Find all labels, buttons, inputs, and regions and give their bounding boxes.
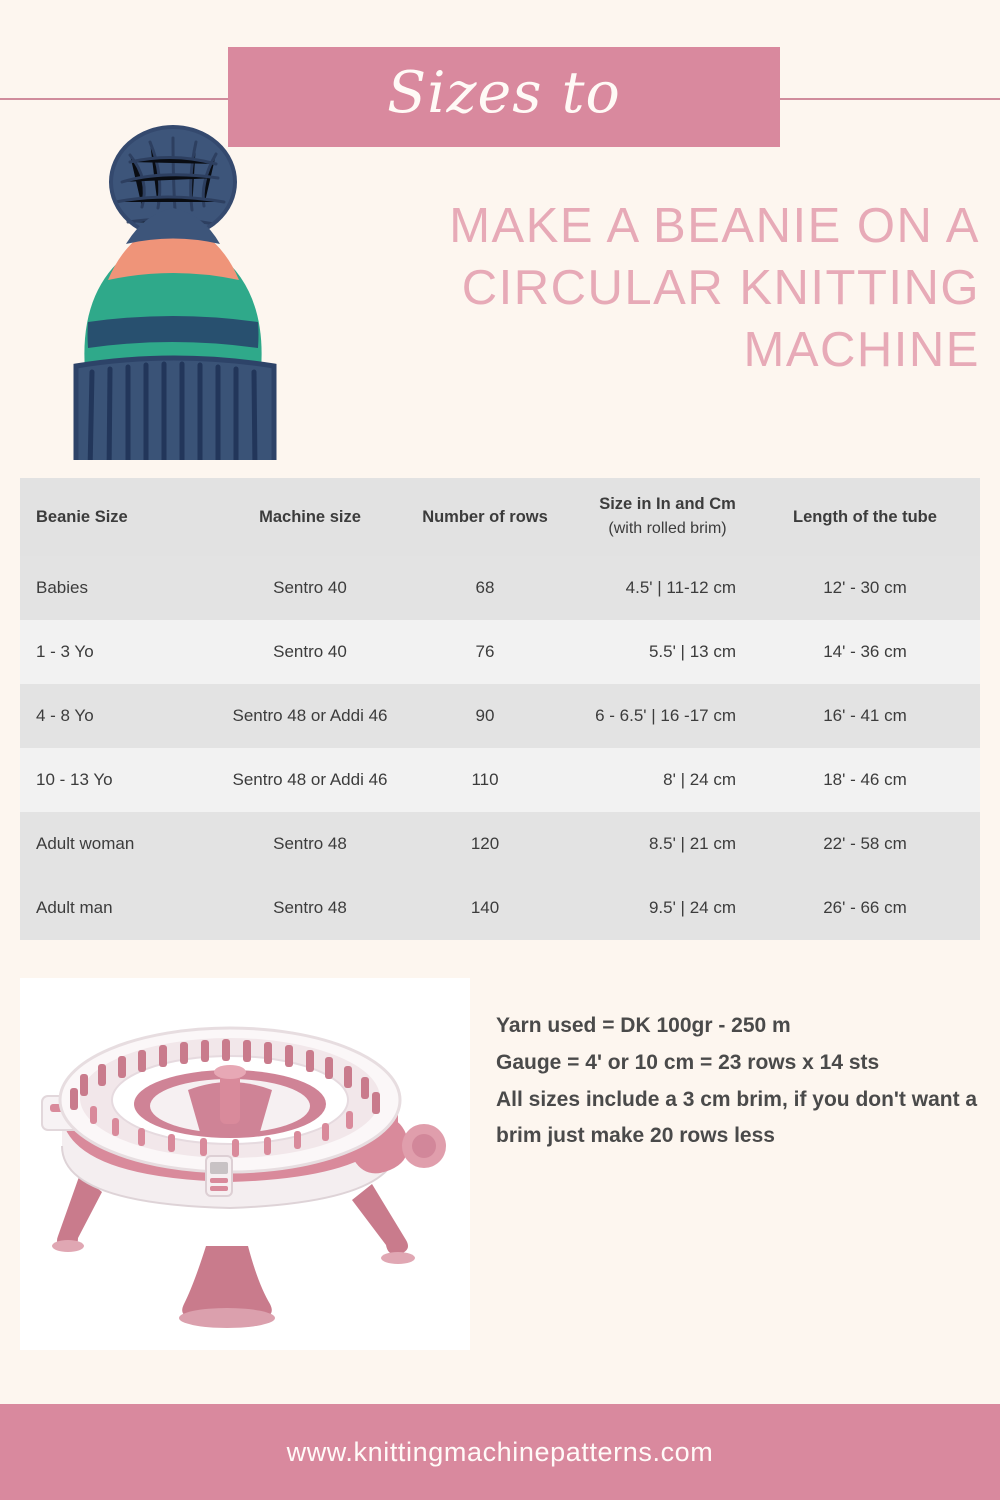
cell-machine-size: Sentro 48 or Addi 46 <box>232 770 388 789</box>
cell-machine-size: Sentro 40 <box>273 642 347 661</box>
cell-number-of-rows: 140 <box>470 898 500 917</box>
cell-size-measure: 4.5' | 11-12 cm <box>625 578 736 597</box>
cell-machine-size: Sentro 40 <box>273 578 347 597</box>
cell-tube-length: 16' - 41 cm <box>823 706 907 725</box>
table-row <box>20 556 980 620</box>
cell-machine-size: Sentro 48 or Addi 46 <box>232 706 388 725</box>
cell-beanie-size: 10 - 13 Yo <box>36 770 113 789</box>
page-title: MAKE A BEANIE ON A CIRCULAR KNITTING MACHINE <box>449 199 980 378</box>
cell-tube-length: 26' - 66 cm <box>823 898 907 917</box>
column-header-length-of-tube: Length of the tube <box>793 507 937 526</box>
pattern-notes <box>496 1008 986 1155</box>
cell-tube-length: 14' - 36 cm <box>823 642 907 661</box>
cell-machine-size: Sentro 48 <box>273 898 347 917</box>
cell-beanie-size: Adult woman <box>36 834 135 853</box>
column-header-size-in-cm-main: Size in In and Cm <box>599 495 736 514</box>
knitting-machine-photo <box>20 978 470 1350</box>
cell-number-of-rows: 68 <box>475 578 495 597</box>
footer-bar <box>0 1404 1000 1500</box>
note-yarn-used: Yarn used = DK 100gr - 250 m <box>496 1014 791 1037</box>
note-brim: All sizes include a 3 cm brim, if you don't want a brim just make 20 rows less <box>496 1087 978 1148</box>
column-header-size-in-cm-sub: (with rolled brim) <box>608 520 727 538</box>
column-header-beanie-size: Beanie Size <box>36 507 128 526</box>
cell-size-measure: 5.5' | 13 cm <box>648 642 736 661</box>
table-row <box>20 876 980 940</box>
cell-number-of-rows: 76 <box>475 642 495 661</box>
cell-number-of-rows: 120 <box>470 834 500 853</box>
cell-size-measure: 9.5' | 24 cm <box>648 898 736 917</box>
table-row <box>20 620 980 684</box>
column-header-number-of-rows: Number of rows <box>422 507 548 526</box>
cell-size-measure: 8.5' | 21 cm <box>648 834 736 853</box>
cell-beanie-size: Adult man <box>36 898 113 917</box>
table-header-row <box>20 478 980 556</box>
cell-tube-length: 22' - 58 cm <box>823 834 907 853</box>
cell-size-measure: 6 - 6.5' | 16 -17 cm <box>595 706 736 725</box>
beanie-illustration <box>30 120 320 460</box>
column-header-size-in-cm <box>565 493 770 540</box>
script-banner-text: Sizes to <box>387 59 621 126</box>
cell-beanie-size: 4 - 8 Yo <box>36 706 94 725</box>
cell-number-of-rows: 110 <box>471 770 499 789</box>
cell-machine-size: Sentro 48 <box>273 834 347 853</box>
cell-beanie-size: Babies <box>36 578 88 597</box>
note-gauge: Gauge = 4' or 10 cm = 23 rows x 14 sts <box>496 1050 880 1074</box>
table-row <box>20 812 980 876</box>
cell-size-measure: 8' | 24 cm <box>663 770 736 789</box>
knitting-machine-icon <box>20 978 470 1350</box>
sizes-table <box>20 478 980 940</box>
cell-tube-length: 12' - 30 cm <box>823 578 907 597</box>
table-row <box>20 748 980 812</box>
table-row <box>20 684 980 748</box>
cell-number-of-rows: 90 <box>475 706 495 725</box>
cell-beanie-size: 1 - 3 Yo <box>36 642 94 661</box>
footer-website-link[interactable]: www.knittingmachinepatterns.com <box>286 1436 714 1467</box>
column-header-machine-size: Machine size <box>259 507 361 526</box>
cell-tube-length: 18' - 46 cm <box>823 770 907 789</box>
beanie-icon <box>30 120 320 460</box>
